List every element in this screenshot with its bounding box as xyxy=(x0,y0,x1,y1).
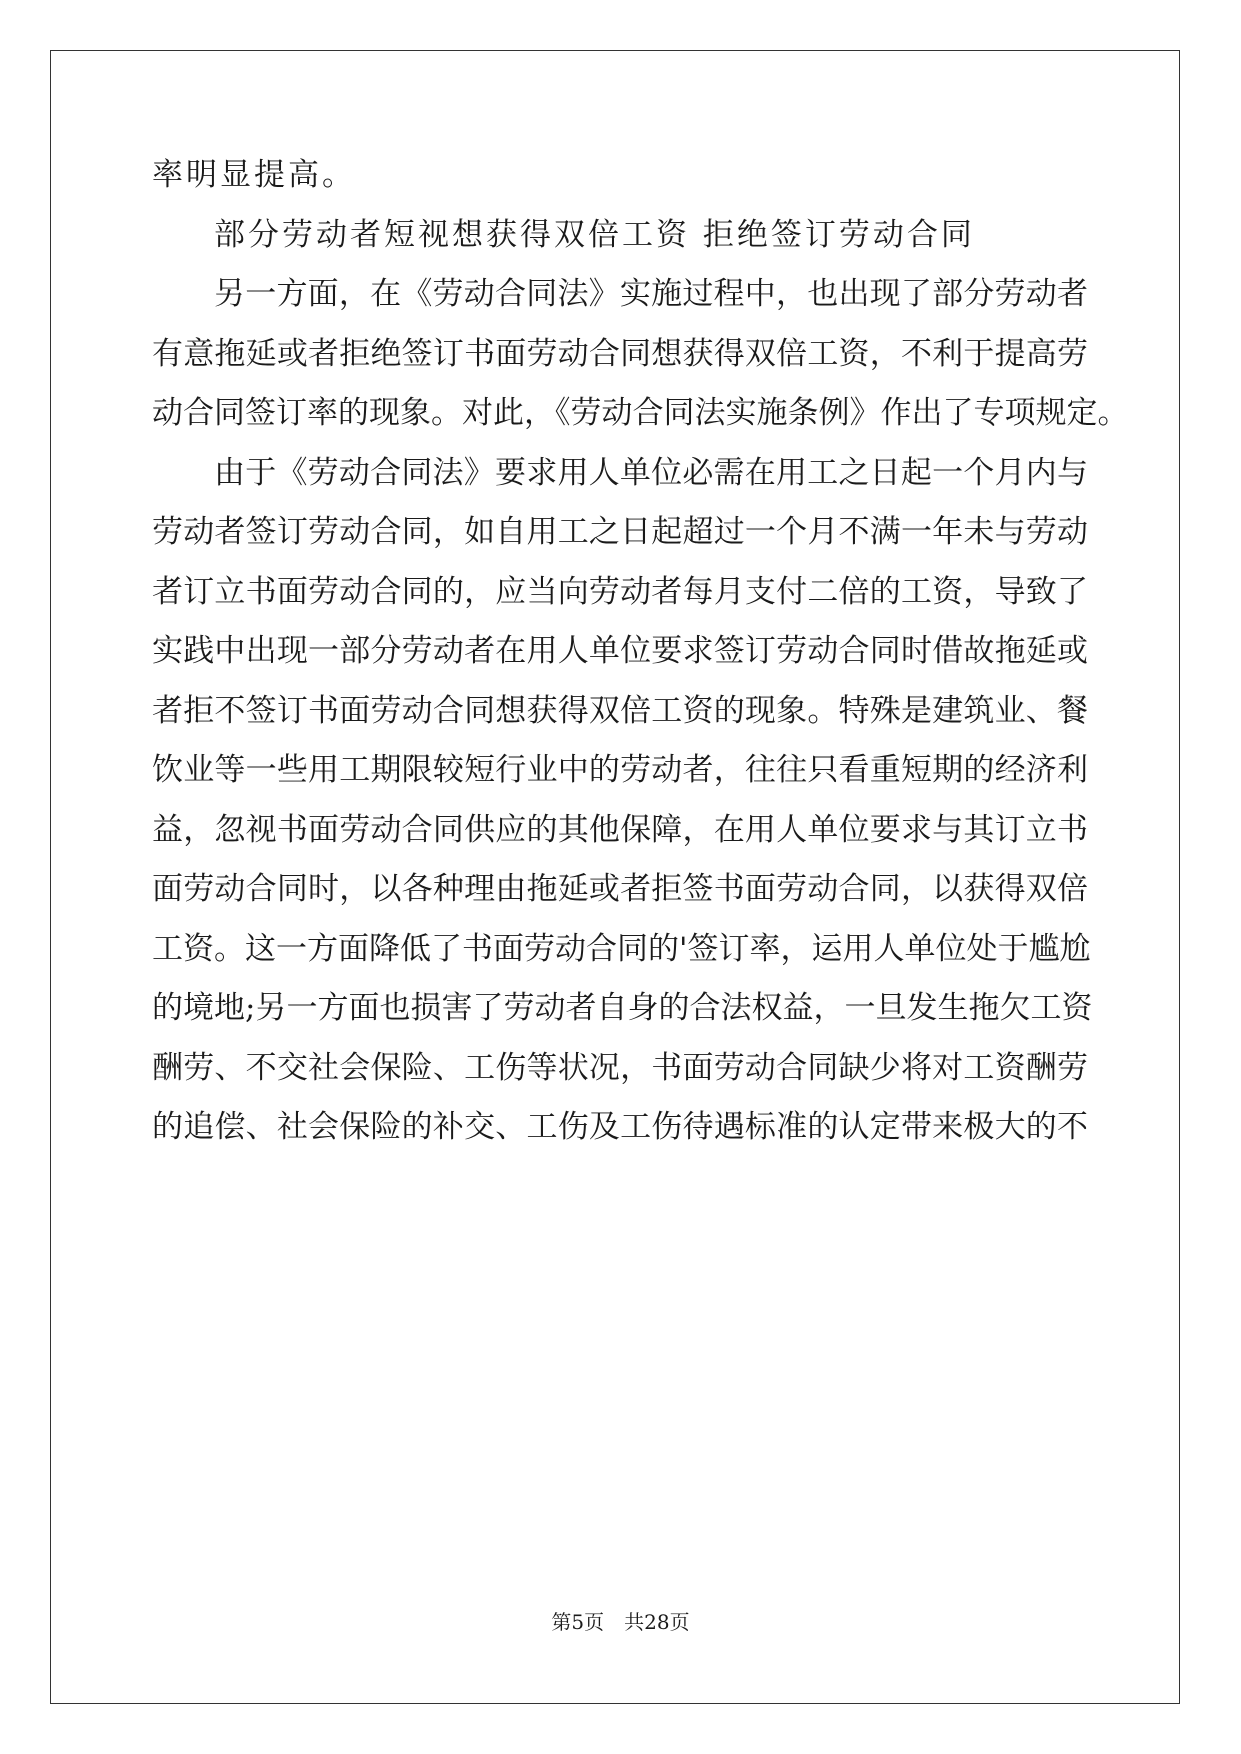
text-line-17: 的追偿、社会保险的补交、工伤及工伤待遇标准的认定带来极大的不 xyxy=(152,1109,1088,1145)
text-line-11: 饮业等一些用工期限较短行业中的劳动者，往往只看重短期的经济利 xyxy=(152,752,1088,788)
text-line-16: 酬劳、不交社会保险、工伤等状况，书面劳动合同缺少将对工资酬劳 xyxy=(152,1049,1088,1086)
text-line-14: 工资。这一方面降低了书面劳动合同的'签订率，运用人单位处于尴尬 xyxy=(152,930,1091,967)
text-line-8: 者订立书面劳动合同的，应当向劳动者每月支付二倍的工资，导致了 xyxy=(152,573,1088,610)
text-line-7: 劳动者签订劳动合同，如自用工之日起超过一个月不满一年未与劳动 xyxy=(152,514,1088,550)
text-line-1: 率明显提高。 xyxy=(152,157,356,193)
page-footer xyxy=(0,1606,1241,1635)
text-line-9: 实践中出现一部分劳动者在用人单位要求签订劳动合同时借故拖延或 xyxy=(152,633,1088,669)
text-line-13: 面劳动合同时，以各种理由拖延或者拒签书面劳动合同，以获得双倍 xyxy=(152,871,1088,907)
text-line-3: 另一方面，在《劳动合同法》实施过程中，也出现了部分劳动者 xyxy=(214,276,1088,312)
document-body xyxy=(152,157,1129,1172)
text-line-2: 部分劳动者短视想获得双倍工资 拒绝签订劳动合同 xyxy=(214,216,975,253)
text-line-10: 者拒不签订书面劳动合同想获得双倍工资的现象。特殊是建筑业、餐 xyxy=(152,692,1088,729)
page-total: 共28页 xyxy=(624,1610,690,1634)
text-line-12: 益，忽视书面劳动合同供应的其他保障，在用人单位要求与其订立书 xyxy=(152,811,1088,848)
text-line-4: 有意拖延或者拒绝签订书面劳动合同想获得双倍工资，不利于提高劳 xyxy=(152,335,1088,372)
text-line-6: 由于《劳动合同法》要求用人单位必需在用工之日起一个月内与 xyxy=(214,454,1088,491)
text-line-5: 动合同签订率的现象。对此，《劳动合同法实施条例》作出了专项规定。 xyxy=(152,395,1129,431)
text-line-15: 的境地;另一方面也损害了劳动者自身的合法权益，一旦发生拖欠工资 xyxy=(152,990,1093,1026)
page-number: 第5页 xyxy=(551,1610,605,1634)
